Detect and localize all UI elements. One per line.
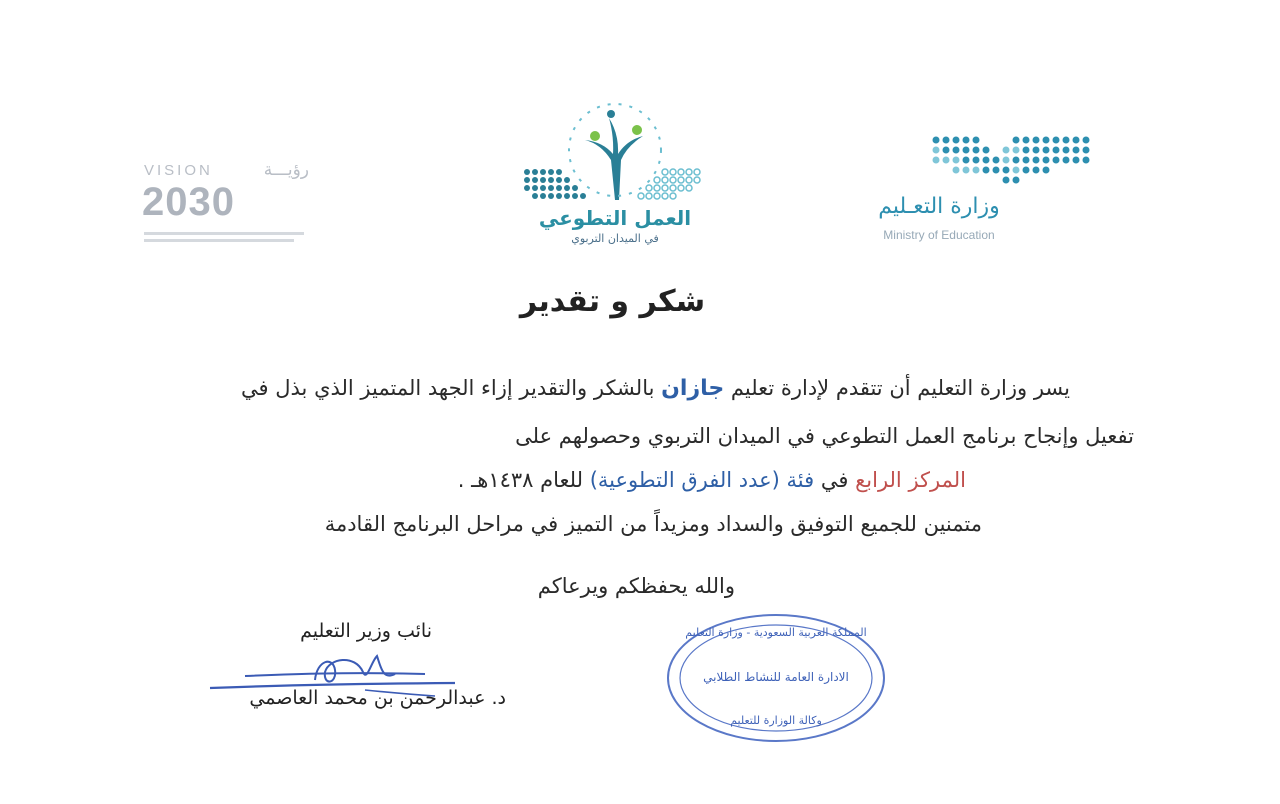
category-text: فئة (عدد الفرق التطوعية) [589,468,815,492]
year-text: للعام ١٤٣٨هـ . [457,468,584,492]
stamp-top-text: المملكة العربية السعودية - وزارة التعليم [685,626,867,639]
body-line-3 [458,468,966,492]
body-line-1-end: بالشكر والتقدير إزاء الجهد المتميز الذي بذل في [241,376,655,400]
signatory-role: نائب وزير التعليم [300,620,432,642]
volunteer-work-logo [515,100,715,250]
body-line-2: تفعيل وإنجاح برنامج العمل التطوعي في الميدان التربوي وحصولهم على [515,424,1134,448]
body-line-1-start: يسر وزارة التعليم أن تتقدم لإدارة تعليم [730,376,1070,400]
body-line-4: متمنين للجميع التوفيق والسداد ومزيداً من التميز في مراحل البرنامج القادمة [324,512,982,536]
ministry-of-education-logo [848,132,1093,252]
ministry-english-name: Ministry of Education [883,228,995,242]
signatory-name: د. عبدالرحمن بن محمد العاصمي [249,687,506,709]
city-name: جازان [661,376,725,401]
ministry-arabic-name: وزارة التعـليم [878,194,1000,219]
vision-word: VISION [144,162,213,179]
certificate-title: شكر و تقدير [519,284,706,319]
vision-2030-logo [140,160,315,255]
closing-line: والله يحفظكم ويرعاكم [537,574,735,598]
stamp-bottom-text: وكالة الوزارة للتعليم [730,714,822,727]
volunteer-logo-title: العمل التطوعي [538,206,692,230]
vision-arabic-word: رؤيـــة [263,160,309,180]
vision-year: 2030 [142,180,235,224]
rank-text: المركز الرابع [855,468,966,492]
tree-emblem-icon [515,100,715,205]
vision-fineprint [144,230,309,244]
official-stamp [665,612,887,744]
stamp-middle-text: الادارة العامة للنشاط الطلابي [703,670,849,684]
ministry-dots-icon [848,132,1093,192]
rank-in-word: في [820,468,849,492]
body-line-1 [241,376,1070,401]
volunteer-logo-subtitle: في الميدان التربوي [571,232,659,245]
